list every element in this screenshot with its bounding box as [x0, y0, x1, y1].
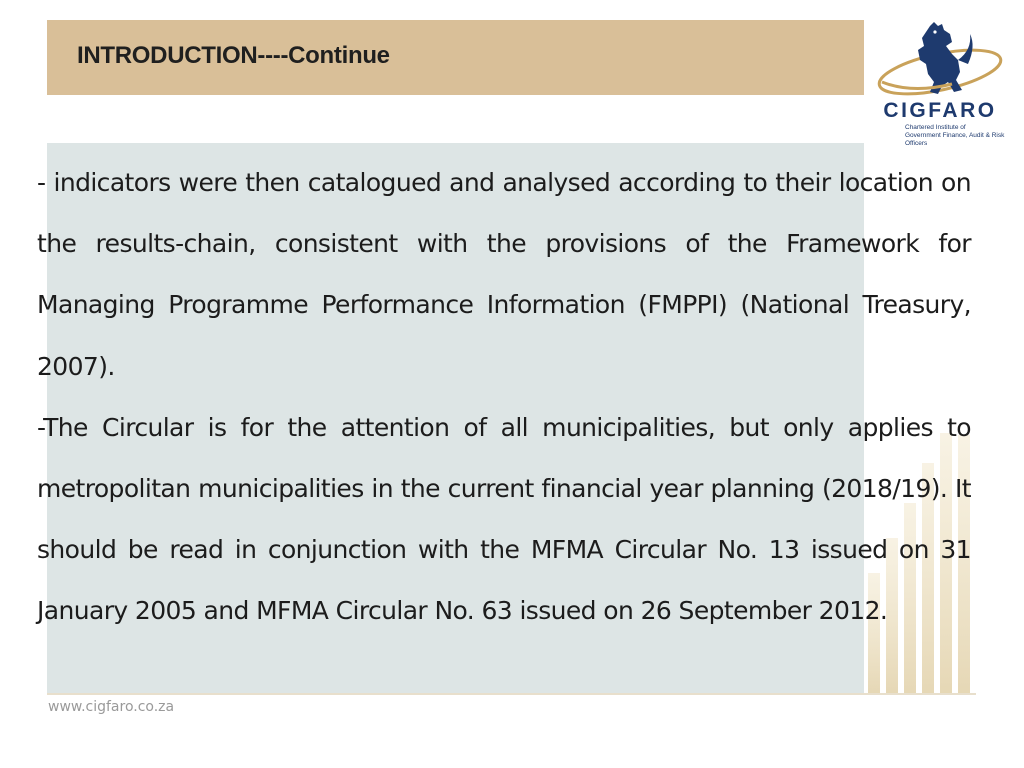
title-bar — [47, 20, 864, 95]
footer-url: www.cigfaro.co.za — [48, 699, 175, 715]
logo-subtitle-line1: Chartered Institute of — [905, 124, 966, 131]
body-text — [37, 152, 971, 642]
bottom-divider — [47, 693, 976, 695]
paragraph-2: -The Circular is for the attention of all municipalities, but only applies to metropolitan municipalities in the current financial year planning (2018/19). It should be read in conjunction with the MFMA Circular No. 13 issued on 31 January 2005 and MFMA Circular No. 63 issued on 26 September 2012. — [37, 412, 971, 626]
logo-wordmark: CIGFARO — [883, 99, 997, 122]
logo-subtitle-line2: Government Finance, Audit & Risk Officers — [905, 132, 1005, 147]
cigfaro-logo — [872, 20, 1008, 147]
slide-title: INTRODUCTION----Continue — [77, 42, 390, 69]
lion-rampant-emblem-icon — [872, 20, 1008, 100]
paragraph-1: - indicators were then catalogued and analysed according to their location on the results-chain, consistent with the provisions of the Framework for Managing Programme Performance Information (FMPPI) (National Treasury, 2007). — [37, 168, 971, 381]
